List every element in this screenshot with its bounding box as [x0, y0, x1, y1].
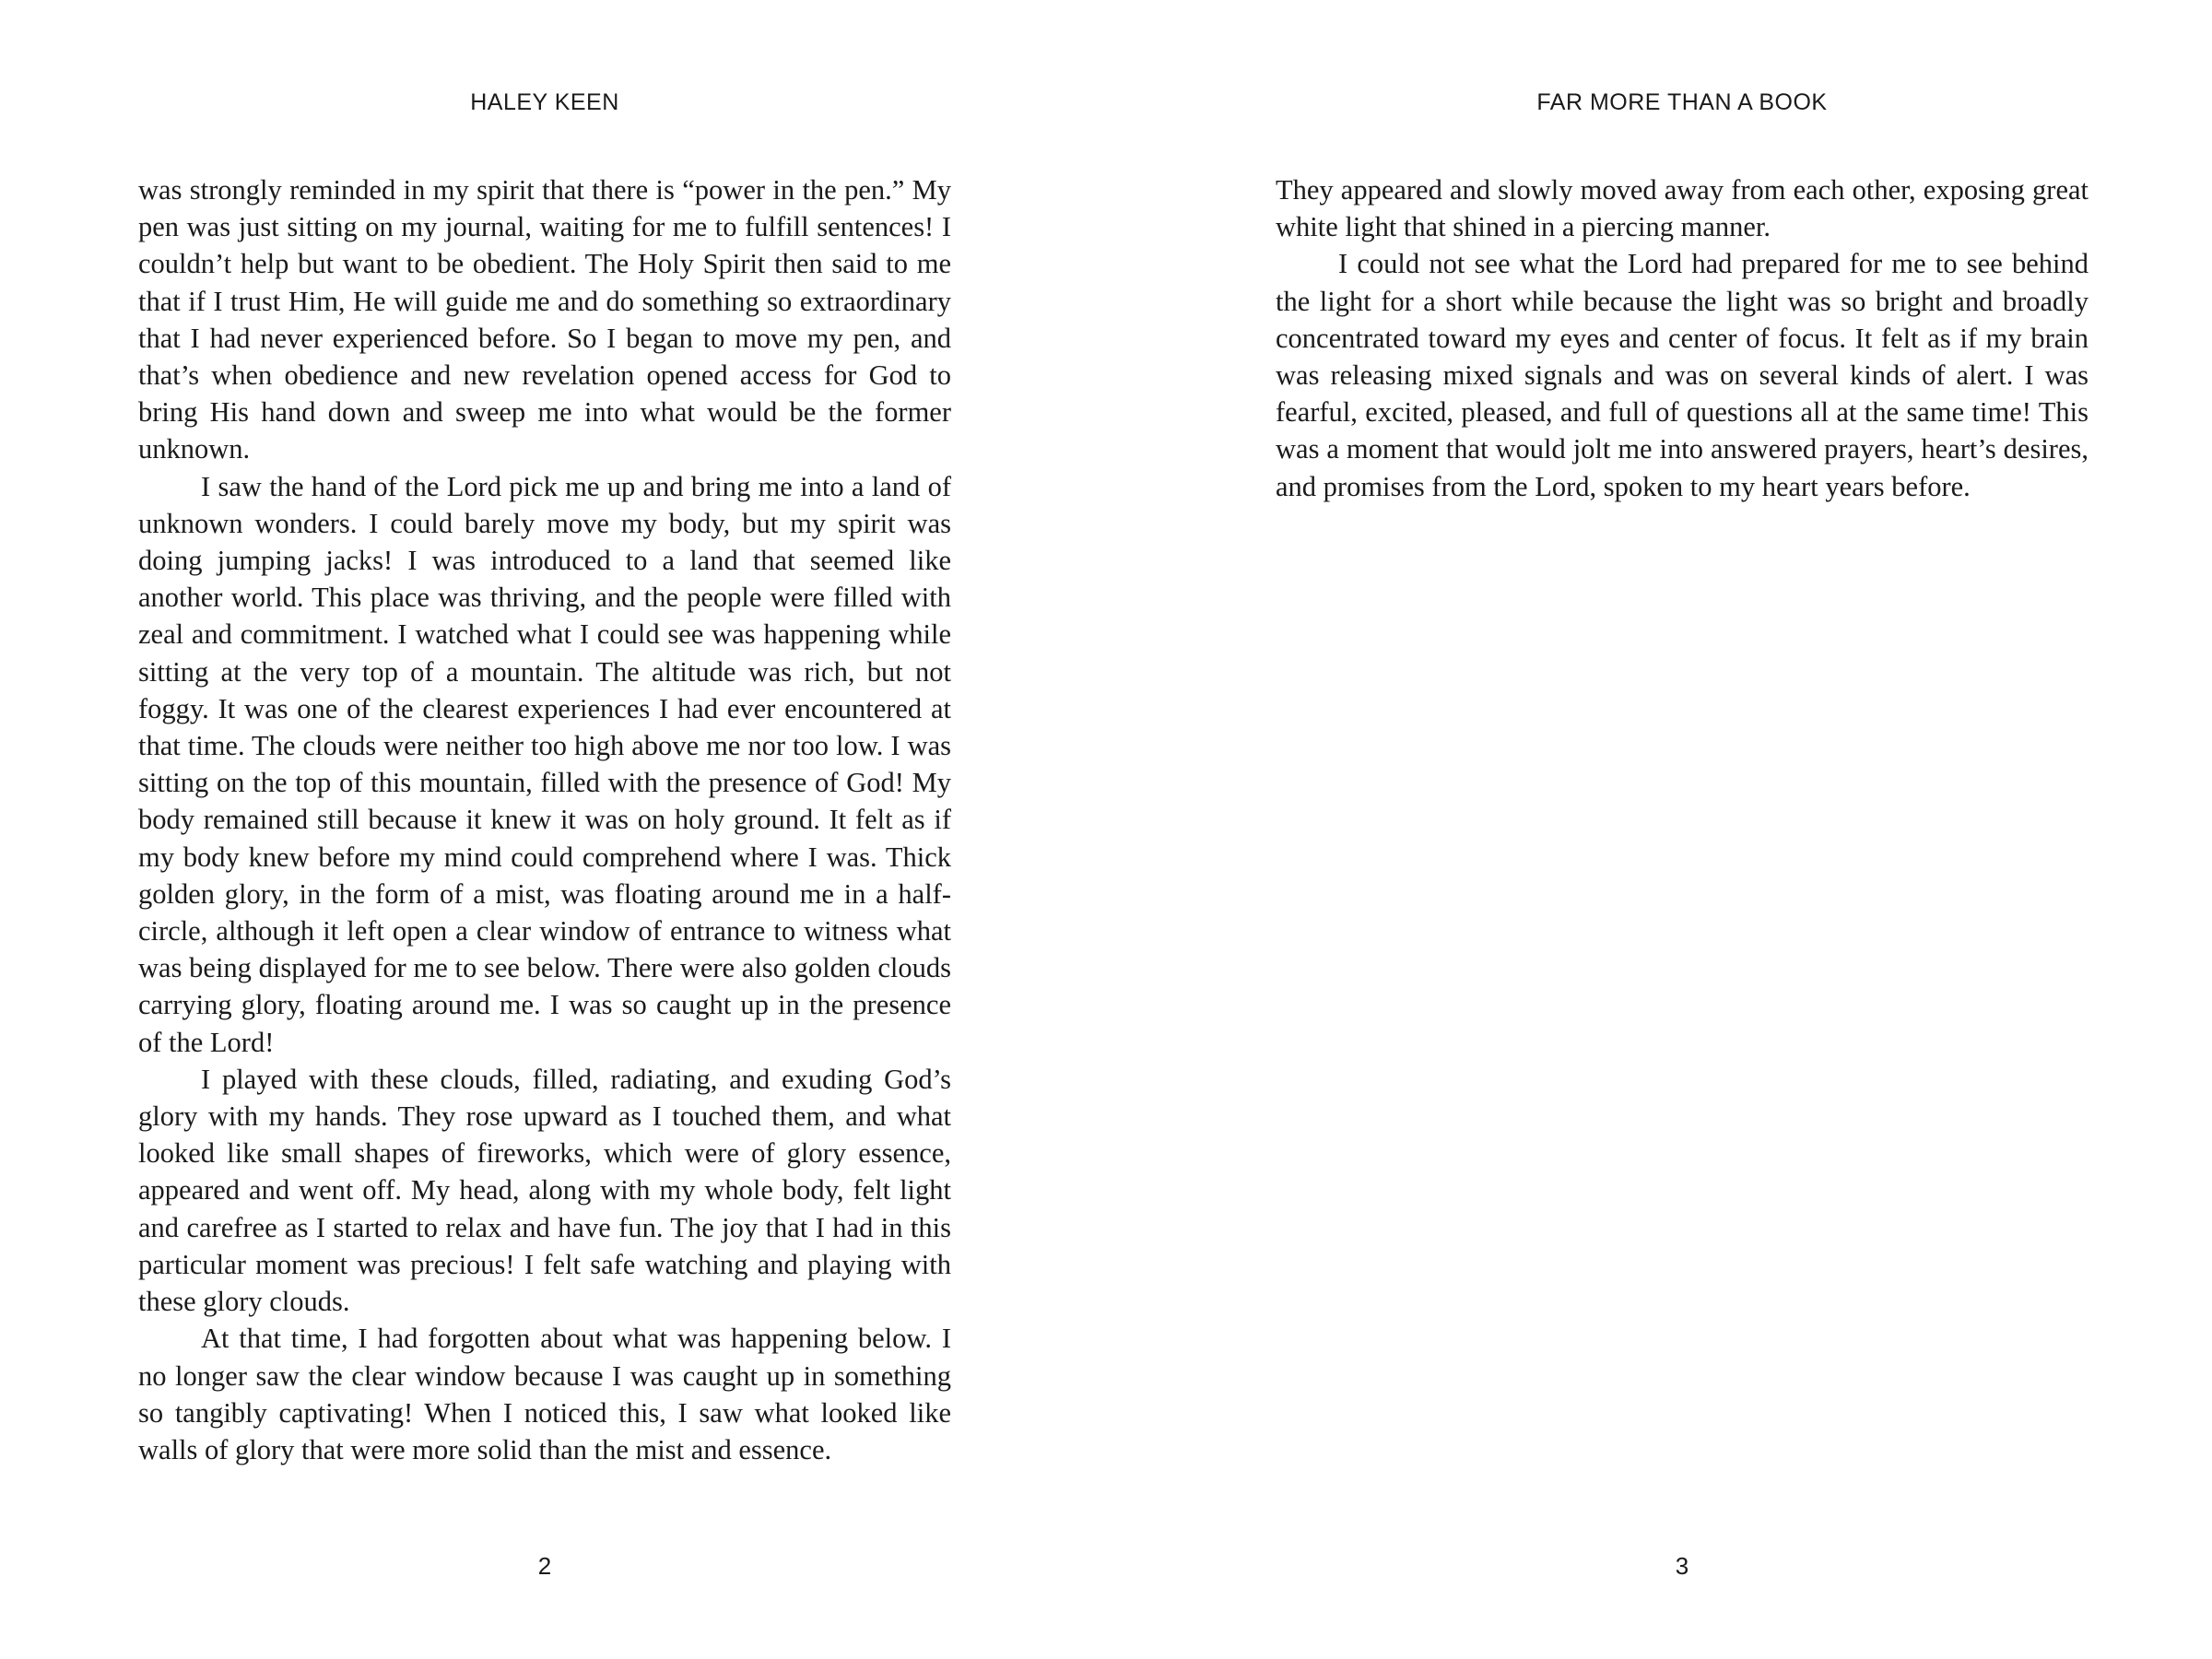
- left-page-body-text: [138, 171, 951, 1468]
- page-number: 2: [537, 1552, 552, 1580]
- right-page-body-text: [1276, 171, 2088, 505]
- paragraph: was strongly reminded in my spirit that there is “power in the pen.” My pen was just sitting on my journal, waiting for me to fulfill sentences! I couldn’t help but want to be obedient. The Holy Spirit then said to me that if I trust Him, He will guide me and do something so extraordinary that I had never experienced before. So I began to move my pen, and that’s when obedience and new revelation opened access for God to bring His hand down and sweep me into what would be the former unknown.: [138, 174, 951, 465]
- paragraph: I played with these clouds, filled, radiating, and exuding God’s glory with my hands. They rose upward as I touched them, and what looked like small shapes of fireworks, which were of glory essence, appeared and went off. My head, along with my whole body, felt light and carefree as I started to relax and have fun. The joy that I had in this particular moment was precious! I felt safe watching and playing with these glory clouds.: [138, 1063, 951, 1318]
- paragraph: I saw the hand of the Lord pick me up and bring me into a land of unknown wonders. I could barely move my body, but my spirit was doing jumping jacks! I was introduced to a land that seemed like another world. This place was thriving, and the people were filled with zeal and commitment. I watched what I could see was happening while sitting at the very top of a mountain. The altitude was rich, but not foggy. It was one of the clearest experiences I had ever encountered at that time. The clouds were neither too high above me nor too low. I was sitting on the top of this mountain, filled with the presence of God! My body remained still because it knew it was on holy ground. It felt as if my body knew before my mind could comprehend where I was. Thick golden glory, in the form of a mist, was floating around me in a half-circle, although it left open a clear window of entrance to witness what was being displayed for me to see below. There were also golden clouds carrying glory, floating around me. I was so caught up in the presence of the Lord!: [138, 470, 951, 1058]
- running-head-title: FAR MORE THAN A BOOK: [1536, 89, 1828, 115]
- paragraph: They appeared and slowly moved away from each other, exposing great white light that shined in a piercing manner.: [1276, 174, 2088, 243]
- paragraph: At that time, I had forgotten about what was happening below. I no longer saw the clear window because I was caught up in something so tangibly captivating! When I noticed this, I saw what looked like walls of glory that were more solid than the mist and essence.: [138, 1323, 951, 1465]
- left-page: [138, 0, 951, 1659]
- running-head-author: HALEY KEEN: [470, 89, 619, 115]
- right-page: [1276, 0, 2088, 1659]
- paragraph: I could not see what the Lord had prepared for me to see behind the light for a short while because the light was so bright and broadly concentrated toward my eyes and center of focus. It felt as if my brain was releasing mixed signals and was on several kinds of alert. I was fearful, excited, pleased, and full of questions all at the same time! This was a moment that would jolt me into answered prayers, heart’s desires, and promises from the Lord, spoken to my heart years before.: [1276, 248, 2088, 502]
- page-number: 3: [1675, 1552, 1689, 1580]
